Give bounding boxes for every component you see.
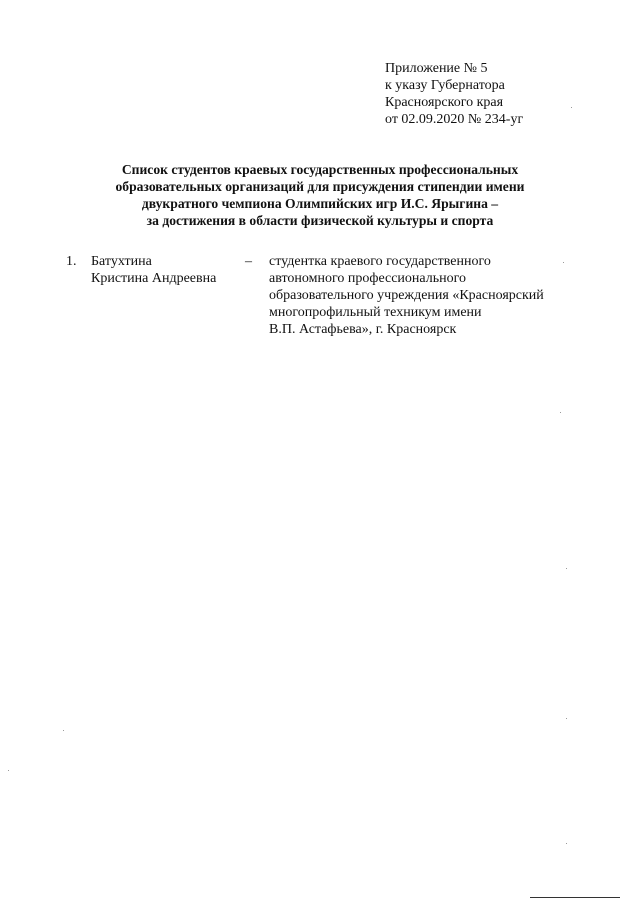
- description-line: студентка краевого государственного: [269, 254, 491, 269]
- scan-speck: [566, 718, 567, 719]
- title-line: Список студентов краевых государственных профессиональных: [121, 162, 519, 177]
- student-surname: Батухтина: [91, 254, 152, 269]
- appendix-header: [385, 60, 523, 128]
- scan-speck: [566, 568, 567, 569]
- document-title: [60, 161, 580, 229]
- student-given-names: Кристина Андреевна: [91, 271, 217, 286]
- scan-speck: [560, 412, 561, 413]
- scan-speck: [563, 262, 564, 263]
- description-line: многопрофильный техникум имени: [269, 305, 482, 320]
- appendix-decree-ref: к указу Губернатора: [385, 78, 505, 93]
- bottom-rule: [530, 897, 620, 898]
- student-description: [269, 253, 544, 338]
- title-line: двукратного чемпиона Олимпийских игр И.С. Ярыгина –: [141, 196, 499, 211]
- appendix-region: Красноярского края: [385, 95, 504, 110]
- student-name: [91, 253, 216, 287]
- description-line: В.П. Астафьева», г. Красноярск: [269, 322, 457, 337]
- scan-speck: [63, 730, 64, 731]
- scan-speck: [571, 107, 572, 108]
- title-line: за достижения в области физической культуры и спорта: [146, 213, 494, 228]
- title-line: образовательных организаций для присуждения стипендии имени: [115, 179, 525, 194]
- entry-number: 1.: [66, 254, 77, 269]
- entry-dash: –: [245, 254, 252, 269]
- scan-speck: [566, 843, 567, 844]
- description-line: образовательного учреждения «Красноярский: [269, 288, 544, 303]
- appendix-date: от 02.09.2020 № 234-уг: [385, 112, 524, 127]
- description-line: автономного профессионального: [269, 271, 467, 286]
- scan-speck: [8, 770, 9, 771]
- appendix-number: Приложение № 5: [385, 61, 488, 76]
